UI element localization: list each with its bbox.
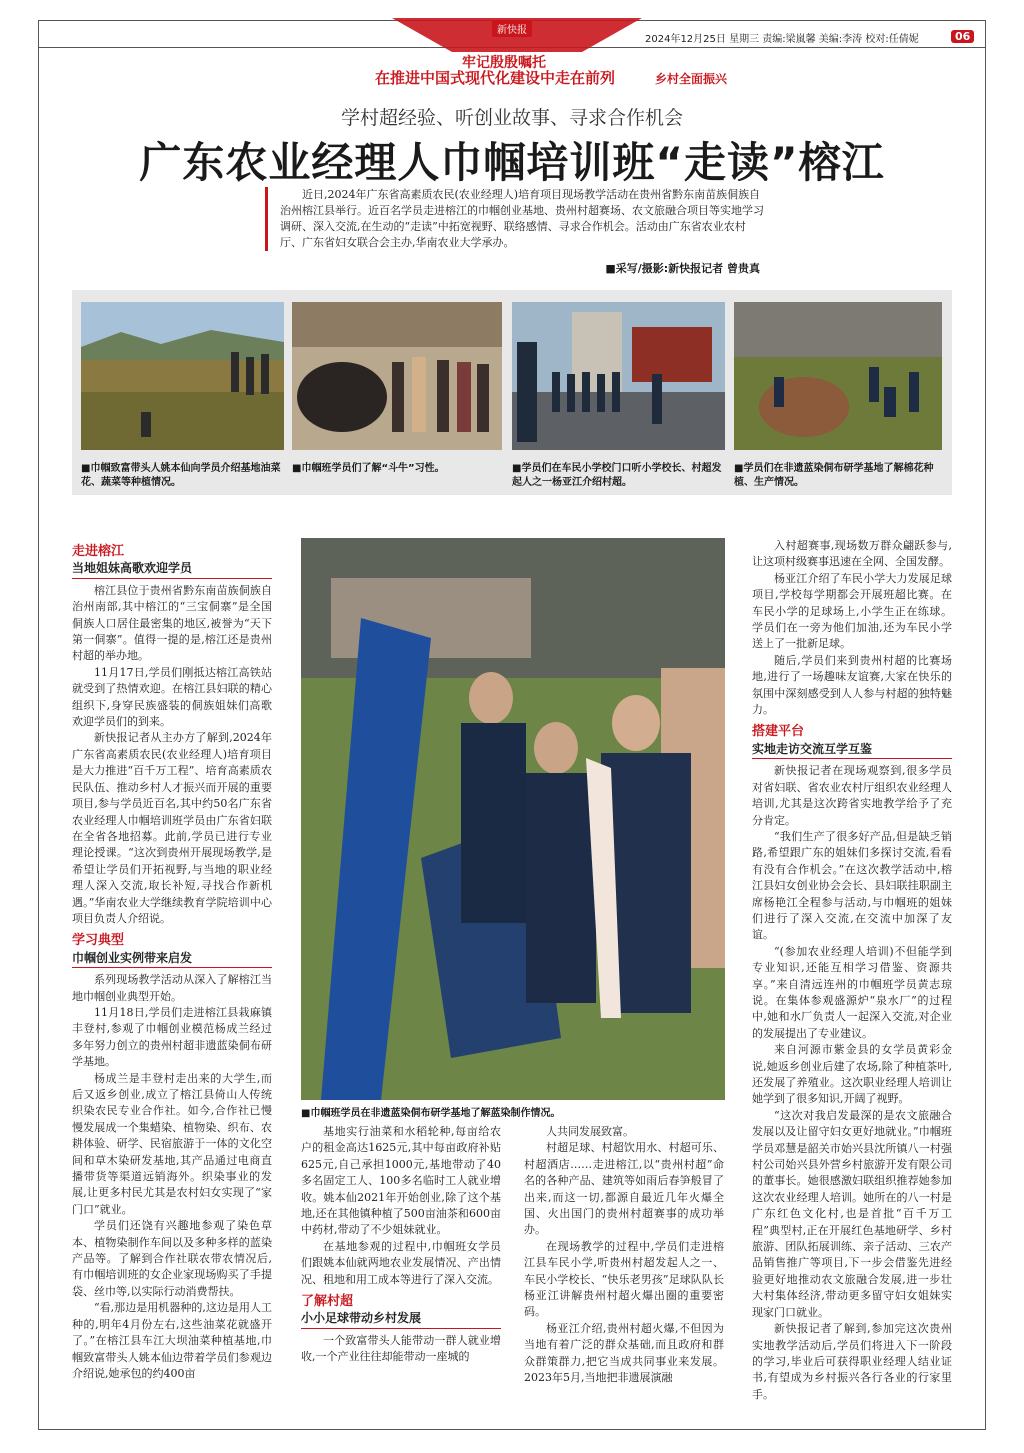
section-deck-2: 巾帼创业实例带来启发 — [72, 950, 272, 968]
paragraph: 杨成兰是丰登村走出来的大学生,而后又返乡创业,成立了榕江县倚山人传统织染农民专业合作社。如今,合作社已慢慢发展成一个集蜡染、植物染、织布、农耕体验、研学、民宿旅游于一体的文化空间和草木染研发基地,其产品通过电商直播带货等渠道远销海外。织染事业的发展,让更多村民尤其是农村妇女实现了“家门口”就业。 — [72, 1071, 272, 1216]
paragraph: 村超足球、村超饮用水、村超可乐、村超酒店……走进榕江,以“贵州村超”命名的各种产品、建筑等如雨后春笋般冒了出来,而这一切,都源自最近几年火爆全国、火出国门的贵州村超赛事的成功举办。 — [524, 1141, 724, 1237]
paragraph: 11月17日,学员们刚抵达榕江高铁站就受到了热情欢迎。在榕江县妇联的精心组织下,身穿民族盛装的侗族姐妹们高歌欢迎学员们的到来。 — [72, 665, 272, 729]
section-tag-4: 搭建平台 — [752, 724, 805, 740]
column-4 — [752, 538, 952, 1418]
article-lead: 近日,2024年广东省高素质农民(农业经理人)培育项目现场教学活动在贵州省黔东南苗族侗族自治州榕江县举行。近百名学员走进榕江的巾帼创业基地、贵州村超赛场、农文旅融合项目等实地学习调研、深入交流,在生动的“走读”中拓宽视野、联络感情、寻求合作机会。活动由广东省农业农村厅、广东省妇女联合会主办,华南农业大学承办。 — [265, 187, 765, 251]
paragraph: “看,那边是用机器种的,这边是用人工种的,明年4月份左右,这些油菜花就盛开了。”在榕江县车江大坝油菜种植基地,巾帼致富带头人姚本仙边带着学员们参观边介绍说,她承包的约400亩 — [72, 1301, 272, 1380]
column-3 — [524, 1124, 724, 1418]
section-tag-1: 走进榕江 — [72, 544, 125, 559]
paragraph: 学员们还饶有兴趣地参观了染色草本、植物染制作车间以及多种多样的蓝染产品等。了解到合作社联农带农情况后,有巾帼培训班的女企业家现场购买了手提袋、丝巾等,以实际行动消费帮扶。 — [72, 1219, 272, 1298]
paragraph: 杨亚江介绍了车民小学大力发展足球项目,学校每学期都会开展班超比赛。在车民小学的足球场上,小学生正在练球。学员们在一旁为他们加油,还为车民小学送上了一批新足球。 — [752, 571, 952, 651]
page-number: 06 — [951, 30, 974, 43]
dateline: 2024年12月25日 星期三 责编:梁嵐馨 美编:李涛 校对:任倩妮 — [645, 34, 919, 45]
paragraph: 榕江县位于贵州省黔东南苗族侗族自治州南部,其中榕江的“三宝侗寨”是全国侗族人口居住最密集的地区,被誉为“天下第一侗寨”。值得一提的是,榕江还是贵州村超的举办地。 — [72, 583, 272, 663]
paragraph: 随后,学员们来到贵州村超的比赛场地,进行了一场趣味友谊赛,大家在快乐的氛围中深刻感受到人人参与村超的独特魅力。 — [752, 653, 952, 717]
article-headline: 广东农业经理人巾帼培训班“走读”榕江 — [139, 138, 885, 187]
paragraph: 新快报记者从主办方了解到,2024年广东省高素质农民(农业经理人)培育项目是大力推进“百千万工程”、培育高素质农民队伍、推动乡村人才振兴而开展的重要项目,参与学员近百名,其中约50名广东省农业经理人巾帼培训班学员由广东省妇联在全省各地招募。此前,学员已进行专业理论授课。“这次到贵州开展现场教学,是希望让学员们开拓视野,与当地的职业经理人深入交流,取长补短,寻找合作新机遇。”华南农业大学继续教育学院培训中心项目负责人介绍说。 — [72, 731, 272, 925]
section-deck-1: 当地姐妹高歌欢迎学员 — [72, 560, 272, 578]
photo-cotton-field — [734, 302, 942, 450]
photo-caption-2: ■巾帼班学员们了解“斗牛”习性。 — [292, 463, 445, 474]
photo-strip — [72, 290, 952, 495]
article-subtitle: 学村超经验、听创业故事、寻求合作机会 — [340, 107, 683, 129]
paragraph: 入村超赛事,现场数万群众翩跃参与,让这项村级赛事迅速在全网、全国发酵。 — [752, 539, 952, 569]
paragraph: 基地实行油菜和水稻轮种,每亩给农户的租金高达1625元,其中每亩政府补贴625元,自己承担1000元,基地带动了40多名固定工人、100多名临时工人就业增收。姚本仙2021年开始创业,除了这个基地,还在其他镇种植了500亩油茶和600亩中药材,带动了不少姐妹就业。 — [301, 1125, 501, 1237]
kicker-line-1: 牢记殷殷嘱托 — [462, 55, 546, 71]
paragraph: “(参加农业经理人培训)不但能学到专业知识,还能互相学习借鉴、资源共享。”来自清远连州的巾帼班学员黄志琼说。在集体参观盛源炉“泉水厂”的过程中,她和水厂负责人一起深入交流,对企业的发展提出了专业建议。 — [752, 944, 952, 1040]
section-tag-3: 了解村超 — [301, 1294, 354, 1310]
paragraph: “我们生产了很多好产品,但是缺乏销路,希望跟广东的姐妹们多探讨交流,看看有没有合作机会。”在这次教学活动中,榕江县妇女创业协会会长、县妇联挂职副主席杨艳江全程参与活动,与巾帼班的姐妹们进行了深入交流,在交流中加深了友谊。 — [752, 829, 952, 942]
paragraph: “这次对我启发最深的是农文旅融合发展以及让留守妇女更好地就业。”巾帼班学员邓慧是韶关市始兴县沈所镇八一村强村公司始兴县外营乡村旅游开发有限公司的董事长。她很感激妇联组织推荐她参加这次农业经理人培训。她所在的八一村是广东红色文化村,也是首批“百千万工程”典型村,正在开展红色基地研学、乡村旅游、团队拓展训练、亲子活动、三农产品销售推广等项目,下一步会借鉴先进经验更好地推动农文旅融合发展,进一步壮大村集体经济,带动更多留守妇女姐妹实现家门口就业。 — [752, 1108, 952, 1319]
paragraph: 系列现场教学活动从深入了解榕江当地巾帼创业典型开始。 — [72, 973, 272, 1003]
paragraph: 11月18日,学员们走进榕江县栽麻镇丰登村,参观了巾帼创业模范杨成兰经过多年努力创立的贵州村超非遗蓝染侗布研学基地。 — [72, 1005, 272, 1069]
column-2 — [301, 1124, 501, 1418]
section-deck-4: 实地走访交流互学互鉴 — [752, 741, 952, 759]
byline: ■采写/摄影:新快报记者 曾贵真 — [605, 262, 760, 275]
paragraph: 新快报记者了解到,参加完这次贵州实地教学活动后,学员们将进入下一阶段的学习,毕业后可获得职业经理人结业证书,有望成为乡村振兴各行各业的行家里手。 — [752, 1322, 952, 1401]
paragraph: 新快报记者在现场观察到,很多学员对省妇联、省农业农村厅组织农业经理人培训,尤其是这次跨省实地教学给予了充分肯定。 — [752, 764, 952, 827]
big-photo-caption: ■巾帼班学员在非遗蓝染侗布研学基地了解蓝染制作情况。 — [301, 1108, 561, 1119]
photo-caption-1: ■巾帼致富带头人姚本仙向学员介绍基地油菜花、蔬菜等种植情况。 — [81, 463, 281, 488]
paragraph: 来自河源市紫金县的女学员黄彩金说,她返乡创业后建了农场,除了种植茶叶,还发展了养殖业。这次职业经理人培训让她学到了很多知识,开阔了视野。 — [752, 1043, 952, 1106]
section-header-2 — [72, 933, 272, 968]
paragraph: 一个致富带头人能带动一群人就业增收,一个产业往往却能带动一座城的 — [301, 1333, 501, 1364]
kicker-line-3: 乡村全面振兴 — [655, 72, 728, 86]
section-tag-2: 学习典型 — [72, 933, 125, 949]
photo-field-tour — [81, 302, 284, 450]
paragraph: 在现场教学的过程中,学员们走进榕江县车民小学,听贵州村超发起人之一、车民小学校长、“快乐老男孩”足球队队长杨亚江讲解贵州村超火爆出圈的重要密码。 — [524, 1239, 724, 1319]
photo-buffalo — [292, 302, 502, 450]
section-header-4 — [752, 724, 952, 759]
photo-caption-4: ■学员们在非遗蓝染侗布研学基地了解棉花种植、生产情况。 — [734, 463, 934, 488]
masthead-badge: 新快报 — [492, 20, 532, 37]
paragraph: 在基地参观的过程中,巾帼班女学员们跟姚本仙就两地农业发展情况、产出情况、租地和用工成本等进行了深入交流。 — [301, 1239, 501, 1286]
photo-indigo-dye — [301, 538, 725, 1100]
section-header-3 — [301, 1294, 501, 1329]
column-1 — [72, 538, 272, 1418]
paragraph: 杨亚江介绍,贵州村超火爆,不但因为当地有着广泛的群众基础,而且政府和群众群策群力,把它当成共同事业来发展。2023年5月,当地把非遗展演融 — [524, 1321, 724, 1385]
photo-school-gate — [512, 302, 725, 450]
paragraph: 人共同发展致富。 — [546, 1125, 634, 1138]
photo-caption-3: ■学员们在车民小学校门口听小学校长、村超发起人之一杨亚江介绍村超。 — [512, 463, 722, 488]
section-header-1 — [72, 544, 272, 579]
section-deck-3: 小小足球带动乡村发展 — [301, 1310, 501, 1328]
kicker-line-2: 在推进中国式现代化建设中走在前列 — [375, 69, 616, 87]
